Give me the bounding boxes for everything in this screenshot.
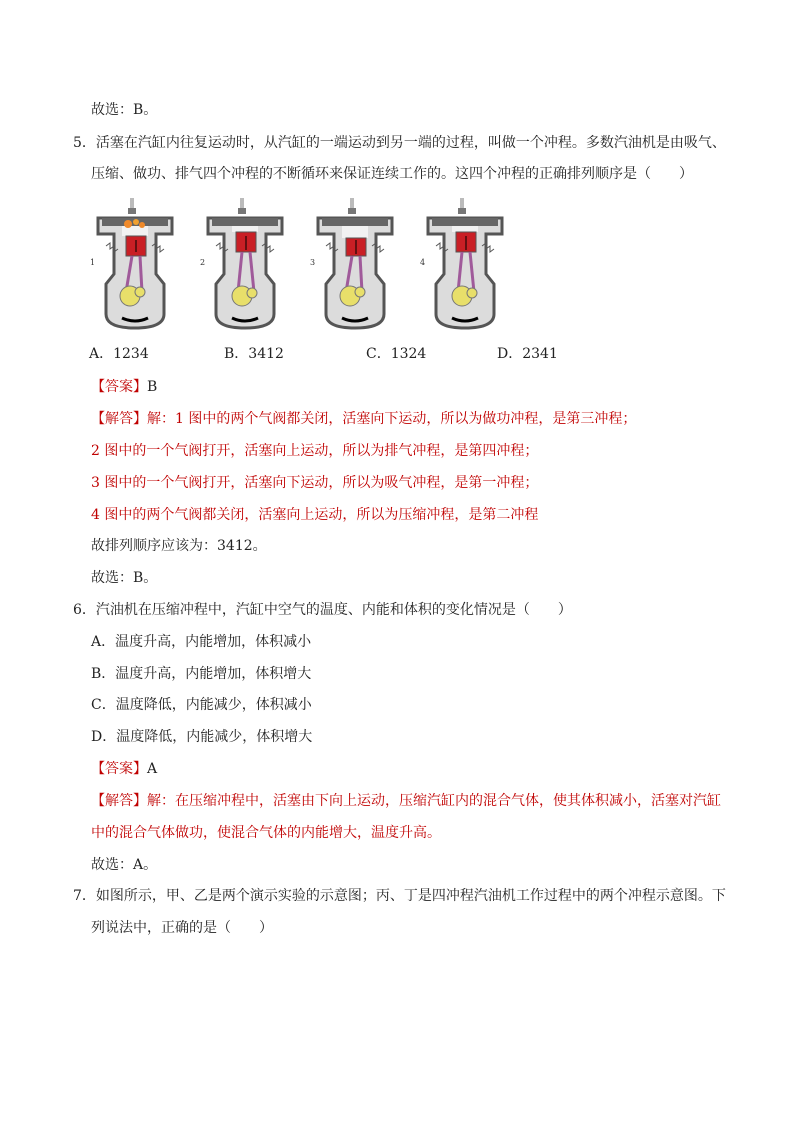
q6-option-a: A．温度升高，内能增加，体积减小	[91, 634, 312, 650]
q5-stem-line2: 压缩、做功、排气四个冲程的不断循环来保证连续工作的。这四个冲程的正确排列顺序是（ ）	[91, 166, 693, 182]
q5-option-c: C．1324	[366, 346, 427, 362]
q5-option-d: D．2341	[497, 346, 558, 362]
q6-option-b: B．温度升高，内能增加，体积增大	[91, 666, 312, 682]
q5-conclusion: 故排列顺序应该为：3412。	[91, 538, 267, 554]
q5-option-a: A．1234	[89, 346, 149, 362]
q5-analysis-line4: 4 图中的两个气阀都关闭，活塞向上运动，所以为压缩冲程，是第二冲程	[91, 507, 539, 523]
q4-final: 故选：B。	[91, 102, 158, 118]
q6-final: 故选：A。	[91, 857, 158, 873]
engine-figure-4: 4	[420, 196, 510, 336]
engine-figure-1: 1	[90, 196, 180, 336]
engine-1-diagram	[90, 196, 180, 336]
engine-figure-2: 2	[200, 196, 290, 336]
engine-4-diagram	[420, 196, 510, 336]
q7-stem-line1: 7．如图所示，甲、乙是两个演示实验的示意图；丙、丁是四冲程汽油机工作过程中的两个冲程示意图。下	[73, 888, 726, 904]
engine-3-diagram	[310, 196, 400, 336]
q6-analysis-line2: 中的混合气体做功，使混合气体的内能增大，温度升高。	[91, 825, 441, 841]
q6-option-d: D．温度降低，内能减少，体积增大	[91, 729, 313, 745]
engine-figure-3: 3	[310, 196, 400, 336]
q6-analysis-line1: 【解答】解：在压缩冲程中，活塞由下向上运动，压缩汽缸内的混合气体，使其体积减小，活塞对汽缸	[91, 793, 721, 809]
engine-2-diagram	[200, 196, 290, 336]
q7-stem-line2: 列说法中，正确的是（ ）	[91, 920, 273, 936]
q5-final: 故选：B。	[91, 570, 158, 586]
q5-answer: 【答案】B	[91, 379, 158, 395]
q6-answer: 【答案】A	[91, 761, 158, 777]
q5-stem-line1: 5．活塞在汽缸内往复运动时，从汽缸的一端运动到另一端的过程，叫做一个冲程。多数汽油机是由吸气、	[73, 135, 726, 151]
q6-stem: 6．汽油机在压缩冲程中，汽缸中空气的温度、内能和体积的变化情况是（ ）	[73, 602, 572, 618]
engine-figures	[90, 196, 510, 336]
q5-option-b: B．3412	[224, 346, 284, 362]
q5-analysis-line2: 2 图中的一个气阀打开，活塞向上运动，所以为排气冲程，是第四冲程；	[91, 443, 539, 459]
q6-option-c: C．温度降低，内能减少，体积减小	[91, 697, 312, 713]
q5-analysis-line3: 3 图中的一个气阀打开，活塞向下运动，所以为吸气冲程，是第一冲程；	[91, 475, 539, 491]
q5-analysis-line1: 【解答】解：1 图中的两个气阀都关闭，活塞向下运动，所以为做功冲程，是第三冲程；	[91, 411, 637, 427]
